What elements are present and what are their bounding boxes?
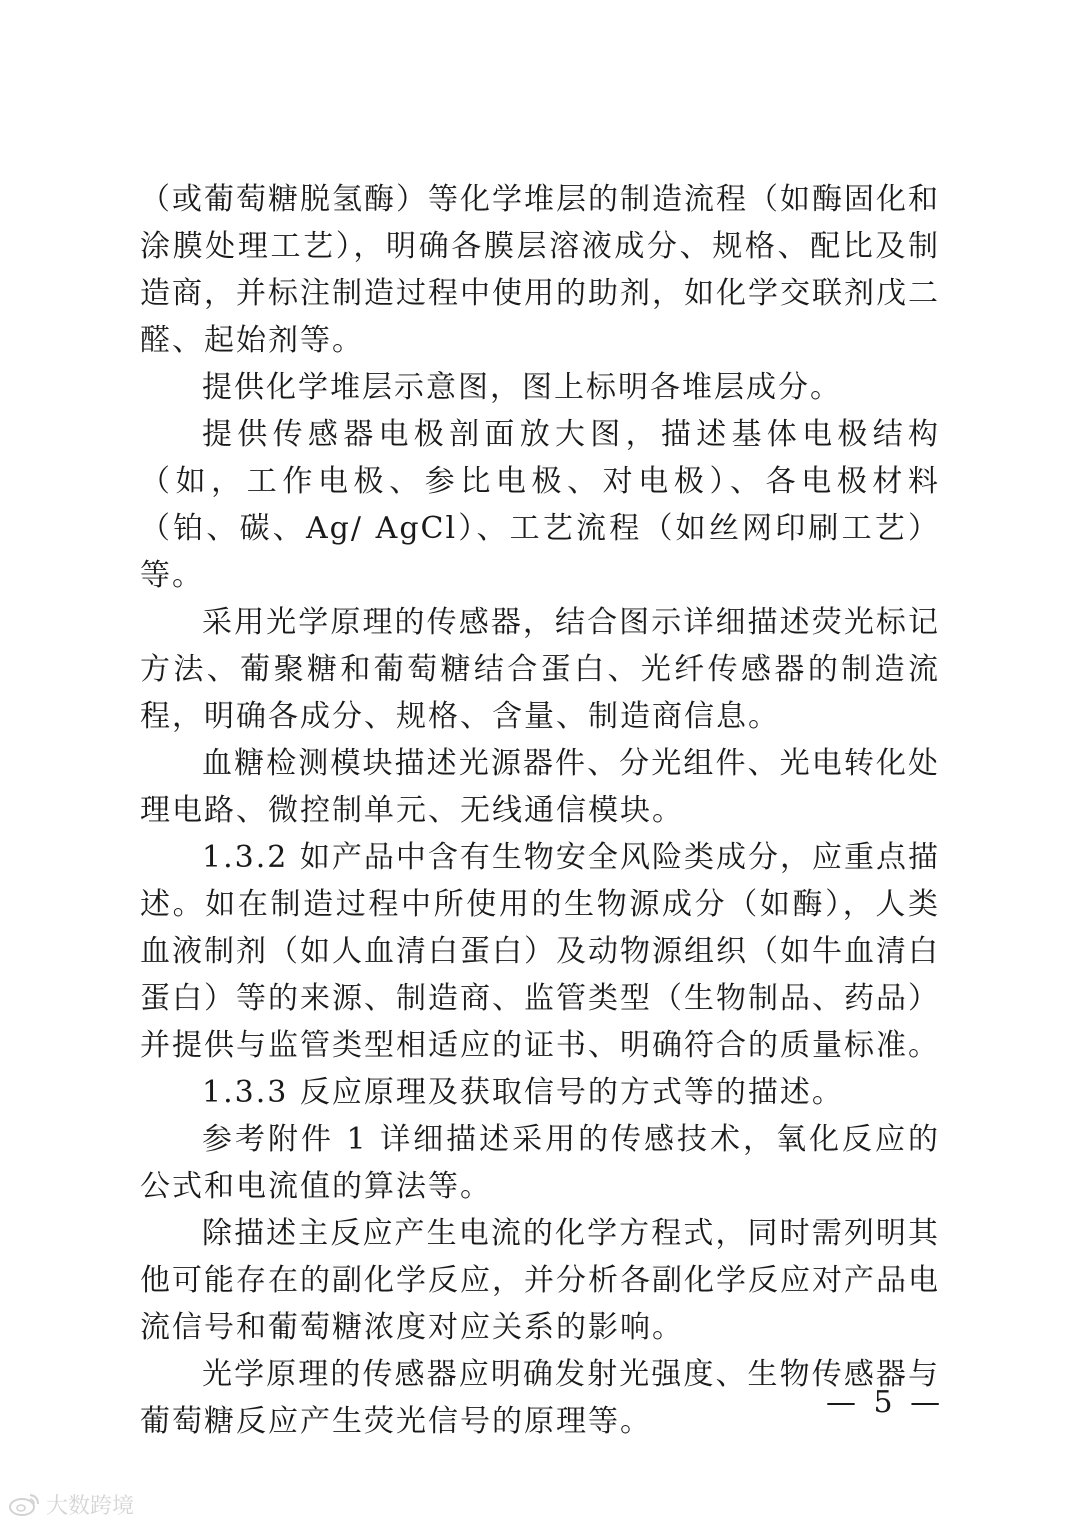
- weibo-logo-icon: [8, 1491, 42, 1517]
- paragraph: 采用光学原理的传感器，结合图示详细描述荧光标记方法、葡聚糖和葡萄糖结合蛋白、光纤传感器的制造流程，明确各成分、规格、含量、制造商信息。: [140, 605, 940, 734]
- watermark: [8, 1488, 134, 1520]
- paragraph: 除描述主反应产生电流的化学方程式，同时需列明其他可能存在的副化学反应，并分析各副化学反应对产品电流信号和葡萄糖浓度对应关系的影响。: [140, 1216, 940, 1345]
- paragraph: （或葡萄糖脱氢酶）等化学堆层的制造流程（如酶固化和涂膜处理工艺），明确各膜层溶液成分、规格、配比及制造商，并标注制造过程中使用的助剂，如化学交联剂戊二醛、起始剂等。: [140, 182, 940, 358]
- paragraph: 提供传感器电极剖面放大图，描述基体电极结构（如，工作电极、参比电极、对电极）、各电极材料（铂、碳、Ag/ AgCl）、工艺流程（如丝网印刷工艺）等。: [140, 417, 940, 593]
- document-body: [140, 176, 940, 1445]
- section-heading-1-3-3: 1.3.3 反应原理及获取信号的方式等的描述。: [202, 1075, 844, 1110]
- page-number: — 5 —: [826, 1385, 945, 1420]
- watermark-text: 大数跨境: [46, 1493, 135, 1519]
- paragraph: 参考附件 1 详细描述采用的传感技术，氧化反应的公式和电流值的算法等。: [140, 1122, 940, 1204]
- paragraph: 提供化学堆层示意图，图上标明各堆层成分。: [202, 370, 842, 405]
- section-paragraph-1-3-2: 1.3.2 如产品中含有生物安全风险类成分，应重点描述。如在制造过程中所使用的生物源成分（如酶），人类血液制剂（如人血清白蛋白）及动物源组织（如牛血清白蛋白）等的来源、制造商、监管类型（生物制品、药品）并提供与监管类型相适应的证书、明确符合的质量标准。: [140, 840, 940, 1063]
- paragraph: 光学原理的传感器应明确发射光强度、生物传感器与葡萄糖反应产生荧光信号的原理等。: [140, 1357, 940, 1439]
- paragraph: 血糖检测模块描述光源器件、分光组件、光电转化处理电路、微控制单元、无线通信模块。: [140, 746, 940, 828]
